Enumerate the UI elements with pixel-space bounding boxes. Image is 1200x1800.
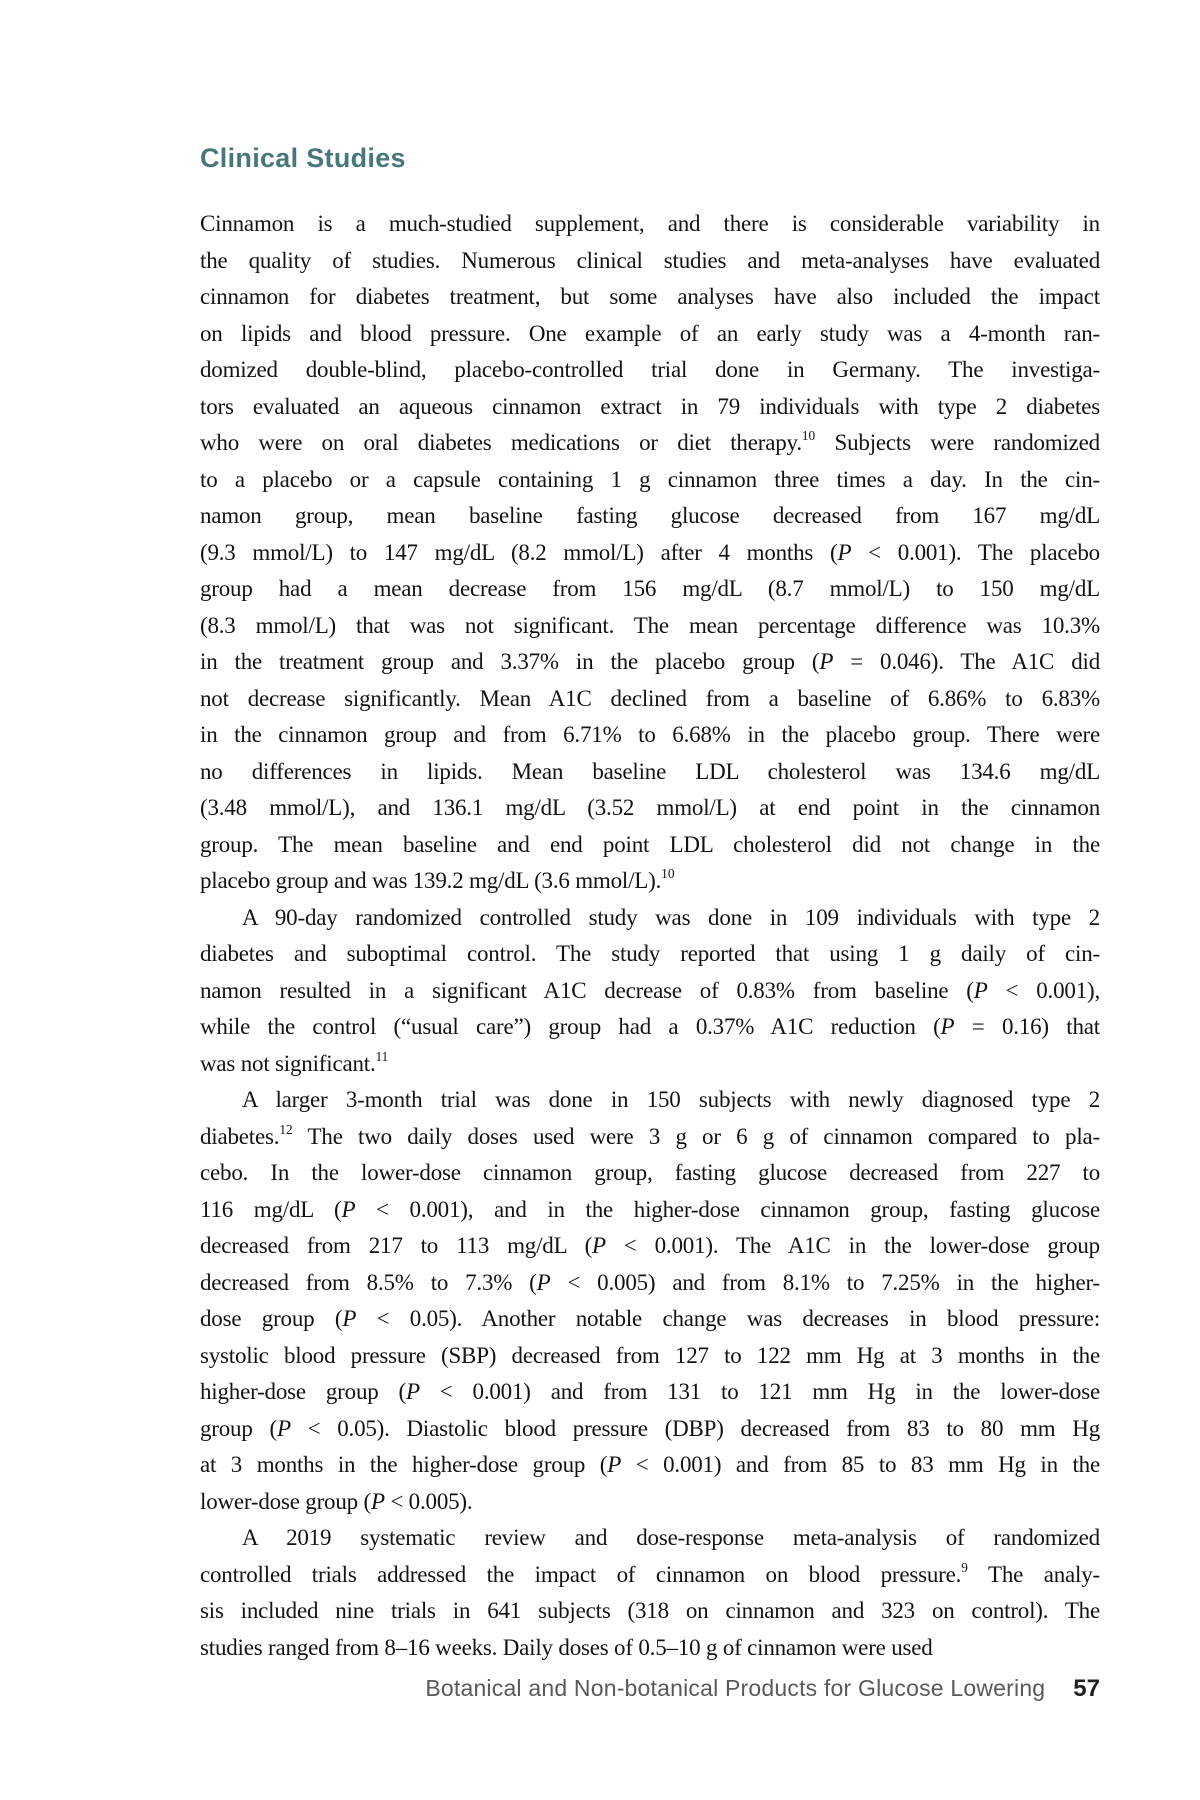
- body-line: placebo group and was 139.2 mg/dL (3.6 mmol/L).$^{10}$: [200, 866, 675, 893]
- body-line: (9.3 mmol/L) to 147 mg/dL (8.2 mmol/L) after 4 months (P < 0.001). The placebo: [200, 539, 1100, 565]
- body-line: domized double-blind, placebo-controlled trial done in Germany. The investiga-: [200, 357, 1100, 382]
- body-line: tors evaluated an aqueous cinnamon extract in 79 individuals with type 2 diabetes: [200, 393, 1100, 419]
- body-line: in the cinnamon group and from 6.71% to 6.68% in the placebo group. There were: [200, 722, 1100, 747]
- body-line: systolic blood pressure (SBP) decreased from 127 to 122 mm Hg at 3 months in the: [200, 1342, 1100, 1368]
- body-line: not decrease significantly. Mean A1C declined from a baseline of 6.86% to 6.83%: [200, 685, 1100, 711]
- body-line: in the treatment group and 3.37% in the placebo group (P = 0.046). The A1C did: [200, 649, 1100, 674]
- body-line: dose group (P < 0.05). Another notable change was decreases in blood pressure:: [200, 1306, 1100, 1331]
- body-line: (8.3 mmol/L) that was not significant. The mean percentage difference was 10.3%: [200, 612, 1100, 638]
- body-line: A 2019 systematic review and dose-response meta-analysis of randomized: [242, 1525, 1100, 1550]
- body-line: decreased from 8.5% to 7.3% (P < 0.005) and from 8.1% to 7.25% in the higher-: [200, 1269, 1100, 1295]
- body-line: no differences in lipids. Mean baseline LDL cholesterol was 134.6 mg/dL: [200, 758, 1100, 784]
- body-line: was not significant.$^{11}$: [200, 1048, 389, 1076]
- body-line: A larger 3-month trial was done in 150 subjects with newly diagnosed type 2: [242, 1087, 1100, 1112]
- page-number: 57: [1073, 1675, 1100, 1702]
- body-line: A 90-day randomized controlled study was done in 109 individuals with type 2: [242, 904, 1100, 930]
- body-line: namon resulted in a significant A1C decrease of 0.83% from baseline (P < 0.001),: [200, 977, 1100, 1003]
- body-line: to a placebo or a capsule containing 1 g cinnamon three times a day. In the cin-: [200, 466, 1100, 492]
- body-line: group (P < 0.05). Diastolic blood pressure (DBP) decreased from 83 to 80 mm Hg: [200, 1415, 1100, 1441]
- body-line: while the control (“usual care”) group had a 0.37% A1C reduction (P = 0.16) that: [200, 1014, 1100, 1039]
- body-line: sis included nine trials in 641 subjects (318 on cinnamon and 323 on control). The: [200, 1598, 1100, 1623]
- running-title: Botanical and Non-botanical Products for Glucose Lowering: [425, 1675, 1046, 1701]
- body-line: studies ranged from 8–16 weeks. Daily doses of 0.5–10 g of cinnamon were used: [200, 1634, 933, 1660]
- body-line: who were on oral diabetes medications or diet therapy.$^{10}$ Subjects were randomized: [200, 428, 1100, 455]
- body-line: at 3 months in the higher-dose group (P < 0.001) and from 85 to 83 mm Hg in the: [200, 1452, 1100, 1477]
- body-line: cinnamon for diabetes treatment, but some analyses have also included the impact: [200, 284, 1100, 309]
- body-line: Cinnamon is a much-studied supplement, and there is considerable variability in: [200, 211, 1100, 236]
- body-line: higher-dose group (P < 0.001) and from 131 to 121 mm Hg in the lower-dose: [200, 1379, 1100, 1404]
- page-footer: [200, 1675, 1100, 1703]
- body-line: decreased from 217 to 113 mg/dL (P < 0.001). The A1C in the lower-dose group: [200, 1233, 1100, 1258]
- body-line: 116 mg/dL (P < 0.001), and in the higher-dose cinnamon group, fasting glucose: [200, 1196, 1100, 1222]
- body-line: group. The mean baseline and end point LDL cholesterol did not change in the: [200, 831, 1100, 857]
- body-line: lower-dose group (P < 0.005).: [200, 1488, 473, 1514]
- body-text: [200, 206, 1100, 1666]
- body-line: (3.48 mmol/L), and 136.1 mg/dL (3.52 mmol/L) at end point in the cinnamon: [200, 795, 1100, 820]
- body-line: cebo. In the lower-dose cinnamon group, fasting glucose decreased from 227 to: [200, 1160, 1100, 1185]
- body-line: diabetes and suboptimal control. The study reported that using 1 g daily of cin-: [200, 941, 1100, 966]
- section-heading: Clinical Studies: [200, 143, 406, 173]
- body-line: the quality of studies. Numerous clinical studies and meta-analyses have evaluated: [200, 247, 1100, 273]
- body-line: diabetes.$^{12}$ The two daily doses used were 3 g or 6 g of cinnamon compared to pla-: [200, 1121, 1100, 1149]
- body-line: on lipids and blood pressure. One example of an early study was a 4-month ran-: [200, 320, 1100, 346]
- body-line: namon group, mean baseline fasting glucose decreased from 167 mg/dL: [200, 503, 1100, 528]
- body-line: controlled trials addressed the impact of cinnamon on blood pressure.$^9$ The analy-: [200, 1559, 1100, 1587]
- body-line: group had a mean decrease from 156 mg/dL (8.7 mmol/L) to 150 mg/dL: [200, 576, 1100, 601]
